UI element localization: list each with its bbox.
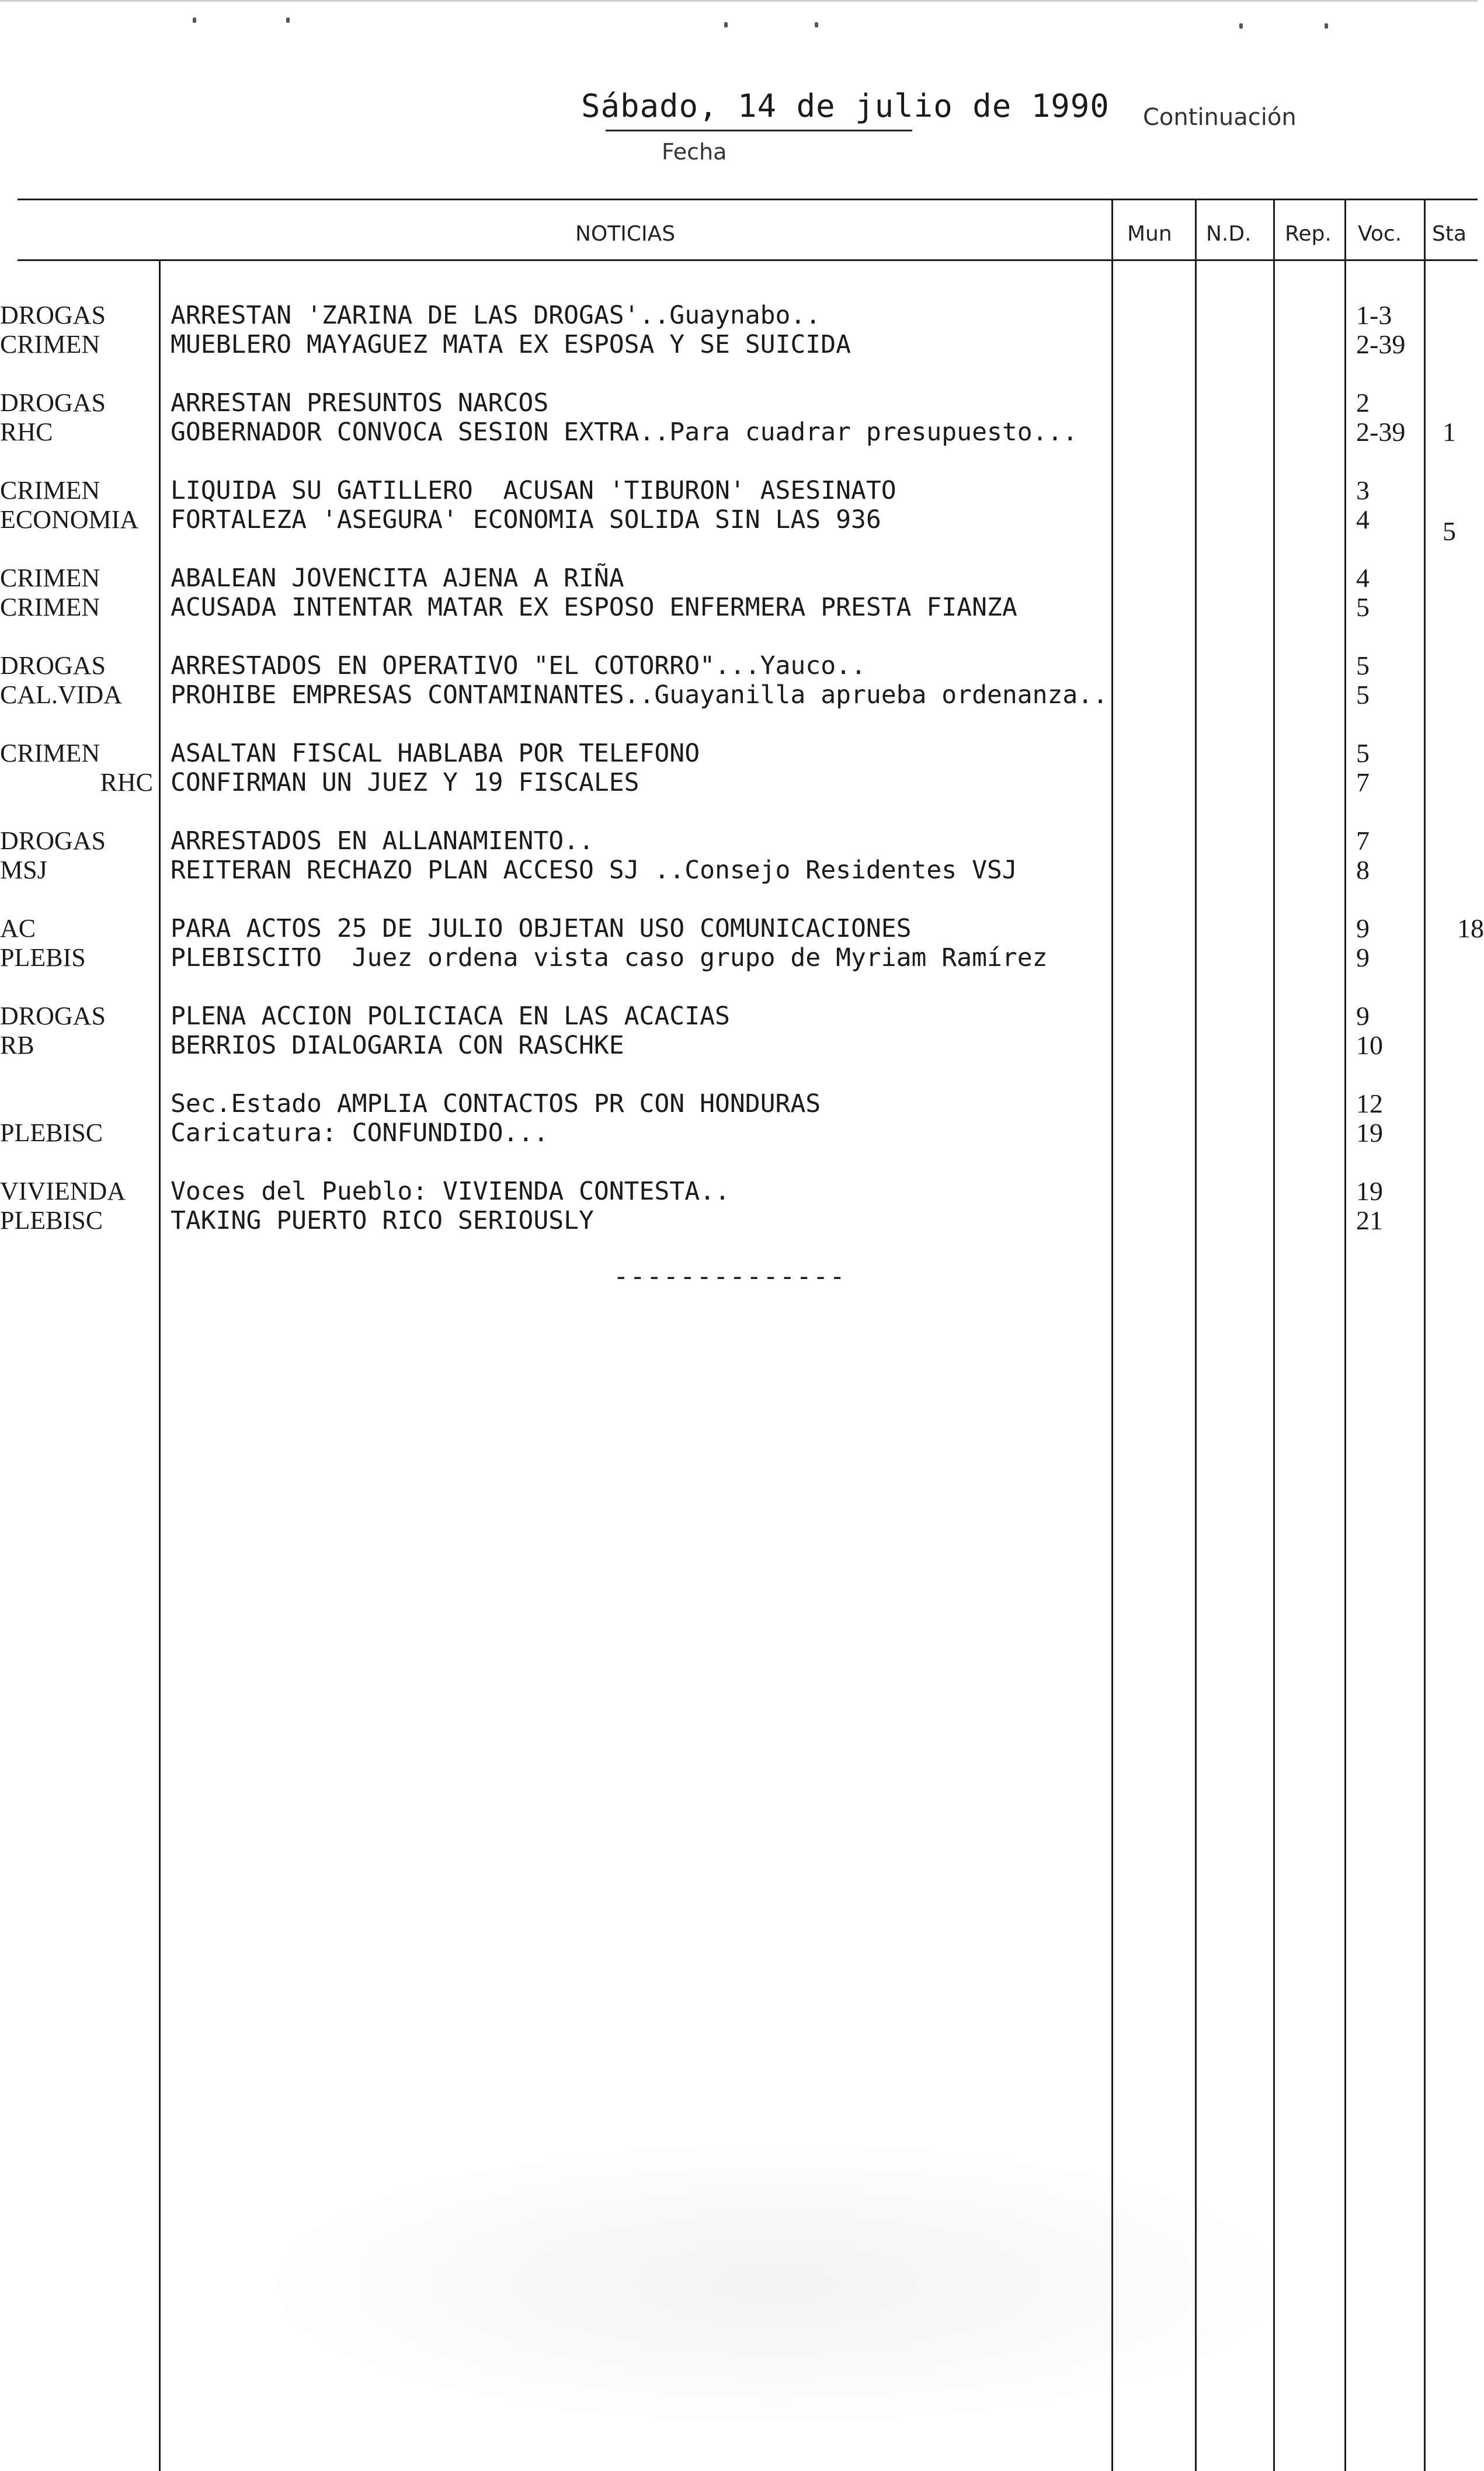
- row-headline: ARRESTAN 'ZARINA DE LAS DROGAS'..Guaynabo..: [171, 301, 821, 330]
- row-headline: ARRESTAN PRESUNTOS NARCOS: [171, 388, 549, 418]
- row-headline: PLEBISCITO Juez ordena vista caso grupo de Myriam Ramírez: [171, 943, 1048, 972]
- scan-smudge: [251, 2138, 1302, 2430]
- row-section-tag: RHC: [0, 418, 53, 446]
- row-headline: PLENA ACCION POLICIACA EN LAS ACACIAS: [171, 1002, 730, 1031]
- row-section-tag: ECONOMIA: [0, 505, 139, 534]
- row-sta-page: 5: [1443, 516, 1456, 546]
- row-voc-page: 12: [1356, 1089, 1383, 1118]
- row-section-tag: RB: [0, 1031, 34, 1059]
- row-section-tag: CRIMEN: [0, 593, 100, 621]
- row-headline: PROHIBE EMPRESAS CONTAMINANTES..Guayanilla aprueba ordenanza..: [171, 680, 1108, 710]
- row-voc-page: 9: [1356, 1001, 1370, 1031]
- row-headline: GOBERNADOR CONVOCA SESION EXTRA..Para cuadrar presupuesto...: [171, 418, 1078, 447]
- row-section-tag: DROGAS: [0, 388, 106, 417]
- row-section-tag: DROGAS: [0, 826, 106, 855]
- continuation-label: Continuación: [1143, 104, 1297, 131]
- row-headline: ABALEAN JOVENCITA AJENA A RIÑA: [171, 564, 624, 593]
- sta-column-divider: [1424, 199, 1426, 2471]
- row-voc-page: 10: [1356, 1030, 1383, 1060]
- table-top-rule: [18, 199, 1478, 200]
- row-voc-page: 19: [1356, 1118, 1383, 1148]
- row-voc-page: 5: [1356, 651, 1370, 680]
- row-headline: CONFIRMAN UN JUEZ Y 19 FISCALES: [171, 768, 640, 797]
- date-caption: Fecha: [662, 139, 727, 165]
- end-marker: --------------: [613, 1261, 846, 1291]
- column-header-voc: Voc.: [1358, 222, 1402, 246]
- row-headline: MUEBLERO MAYAGUEZ MATA EX ESPOSA Y SE SUICIDA: [171, 330, 851, 359]
- row-headline: ACUSADA INTENTAR MATAR EX ESPOSO ENFERMERA PRESTA FIANZA: [171, 593, 1017, 622]
- row-section-tag: PLEBISC: [0, 1118, 103, 1147]
- column-header-sta: Sta: [1432, 222, 1467, 246]
- row-headline: PARA ACTOS 25 DE JULIO OBJETAN USO COMUNICACIONES: [171, 914, 912, 943]
- row-voc-page: 2-39: [1356, 329, 1406, 359]
- scan-speck: [193, 18, 196, 23]
- row-voc-page: 21: [1356, 1205, 1383, 1235]
- row-section-tag: AC: [0, 914, 36, 943]
- nd-column-divider: [1195, 199, 1197, 2471]
- row-headline: Sec.Estado AMPLIA CONTACTOS PR CON HONDURAS: [171, 1089, 821, 1118]
- scan-speck: [815, 22, 818, 27]
- column-header-noticias: NOTICIAS: [575, 222, 676, 246]
- row-voc-page: 19: [1356, 1176, 1383, 1206]
- row-voc-page: 1-3: [1356, 300, 1392, 330]
- column-header-nd: N.D.: [1206, 222, 1252, 246]
- row-voc-page: 7: [1356, 826, 1370, 856]
- row-voc-page: 5: [1356, 738, 1370, 768]
- voc-column-divider: [1344, 199, 1346, 2471]
- row-section-tag: CRIMEN: [0, 330, 100, 359]
- row-headline: FORTALEZA 'ASEGURA' ECONOMIA SOLIDA SIN LAS 936: [171, 505, 881, 534]
- row-headline: ARRESTADOS EN ALLANAMIENTO..: [171, 826, 594, 856]
- row-headline: LIQUIDA SU GATILLERO ACUSAN 'TIBURON' ASESINATO: [171, 476, 896, 505]
- row-section-tag: DROGAS: [0, 651, 106, 680]
- table-header-rule: [18, 259, 1478, 261]
- row-voc-page: 4: [1356, 563, 1370, 593]
- row-voc-page: 2: [1356, 388, 1370, 418]
- date-underline: [606, 130, 912, 131]
- row-section-tag: DROGAS: [0, 301, 106, 329]
- scan-speck: [286, 18, 290, 23]
- row-section-tag: VIVIENDA: [0, 1177, 126, 1205]
- row-voc-page: 2-39: [1356, 417, 1406, 447]
- row-headline: ARRESTADOS EN OPERATIVO "EL COTORRO"...Yauco..: [171, 651, 866, 680]
- row-voc-page: 9: [1356, 943, 1370, 972]
- row-headline: TAKING PUERTO RICO SERIOUSLY: [171, 1206, 594, 1235]
- row-voc-page: 9: [1356, 913, 1370, 943]
- row-section-tag: CRIMEN: [0, 564, 100, 592]
- page-top-edge: [0, 0, 1478, 2]
- mun-column-divider: [1111, 199, 1113, 2471]
- row-voc-page: 3: [1356, 475, 1370, 505]
- row-section-tag: CRIMEN: [0, 739, 100, 767]
- row-voc-page: 8: [1356, 855, 1370, 885]
- column-header-mun: Mun: [1127, 222, 1172, 246]
- tag-column-divider: [159, 259, 161, 2471]
- row-section-tag: DROGAS: [0, 1002, 106, 1030]
- row-voc-page: 7: [1356, 767, 1370, 797]
- row-sta-page: 18: [1457, 913, 1484, 943]
- row-headline: Caricatura: CONFUNDIDO...: [171, 1118, 549, 1148]
- row-section-tag: MSJ: [0, 856, 47, 884]
- row-headline: Voces del Pueblo: VIVIENDA CONTESTA..: [171, 1177, 730, 1206]
- scan-speck: [724, 22, 728, 27]
- rep-column-divider: [1273, 199, 1275, 2471]
- row-section-tag: PLEBISC: [0, 1206, 103, 1235]
- date-text: Sábado, 14 de julio de 1990: [581, 88, 1110, 124]
- row-voc-page: 4: [1356, 505, 1370, 534]
- row-voc-page: 5: [1356, 592, 1370, 622]
- row-section-tag: CRIMEN: [0, 476, 100, 505]
- row-section-tag: PLEBIS: [0, 943, 86, 972]
- row-section-tag: CAL.VIDA: [0, 680, 122, 709]
- row-sta-page: 1: [1443, 417, 1456, 447]
- row-headline: REITERAN RECHAZO PLAN ACCESO SJ ..Consejo Residentes VSJ: [171, 856, 1017, 885]
- row-section-tag: RHC: [100, 768, 153, 797]
- row-headline: ASALTAN FISCAL HABLABA POR TELEFONO: [171, 739, 700, 768]
- scan-speck: [1325, 23, 1328, 29]
- column-header-rep: Rep.: [1285, 222, 1332, 246]
- row-voc-page: 5: [1356, 680, 1370, 710]
- row-headline: BERRIOS DIALOGARIA CON RASCHKE: [171, 1031, 624, 1060]
- scan-speck: [1239, 23, 1243, 29]
